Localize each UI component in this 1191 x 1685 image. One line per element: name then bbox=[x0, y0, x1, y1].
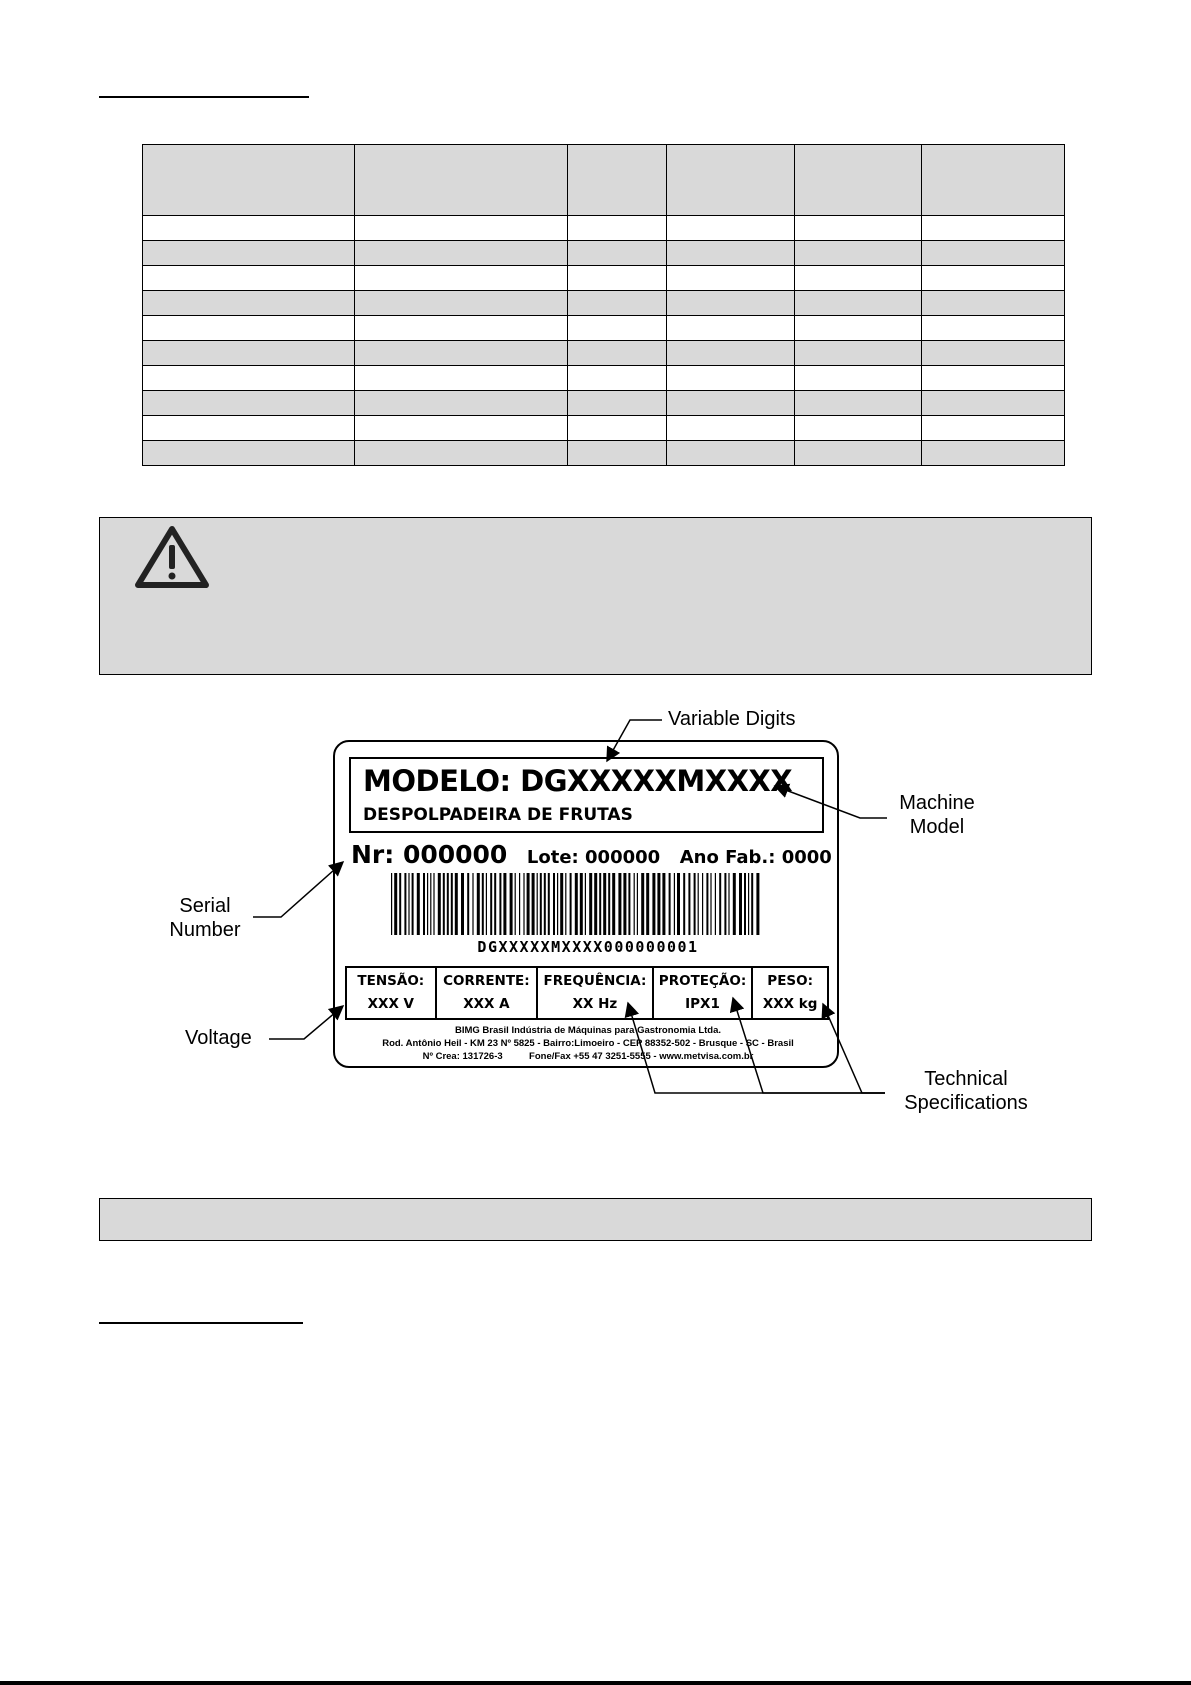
serial-number: Nr: 000000 bbox=[351, 840, 508, 869]
company-address: Rod. Antônio Heil - KM 23 Nº 5825 - Bairro:Limoeiro - CEP 88352-502 - Brusque - SC - Brasil bbox=[382, 1038, 794, 1049]
model-line: MODELO: DGXXXXXMXXXX bbox=[363, 764, 793, 798]
page-footer-rule bbox=[0, 1681, 1191, 1685]
manufacture-year: Ano Fab.: 0000 bbox=[679, 847, 832, 868]
spec-cell-current: CORRENTE: XXX A bbox=[437, 968, 539, 1018]
barcode-text: DGXXXXXMXXXX000000001 bbox=[477, 938, 699, 956]
lot-number: Lote: 000000 bbox=[526, 847, 661, 868]
callout-technical-specifications: Technical Specifications bbox=[904, 1068, 1028, 1114]
callout-voltage: Voltage bbox=[185, 1027, 252, 1049]
note-box bbox=[99, 1198, 1092, 1241]
spec-cell-frequency: FREQUÊNCIA: XX Hz bbox=[538, 968, 654, 1018]
callout-machine-model: Machine Model bbox=[899, 792, 975, 838]
company-contact: Nº Crea: 131726-3 Fone/Fax +55 47 3251-5555 - www.metvisa.com.br bbox=[422, 1051, 754, 1062]
callout-variable-digits: Variable Digits bbox=[668, 708, 796, 730]
spec-cell-weight: PESO: XXX kg bbox=[762, 973, 818, 1012]
company-name: BIMG Brasil Indústria de Máquinas para Gastronomia Ltda. bbox=[454, 1025, 722, 1036]
product-name: DESPOLPADEIRA DE FRUTAS bbox=[363, 805, 633, 825]
callout-serial-number: Serial Number bbox=[169, 895, 241, 941]
spec-cell-voltage: TENSÃO: XXX V bbox=[347, 968, 437, 1018]
section-heading-underline bbox=[99, 1322, 303, 1324]
spec-cell-protection: PROTEÇÃO: IPX1 bbox=[654, 968, 754, 1018]
